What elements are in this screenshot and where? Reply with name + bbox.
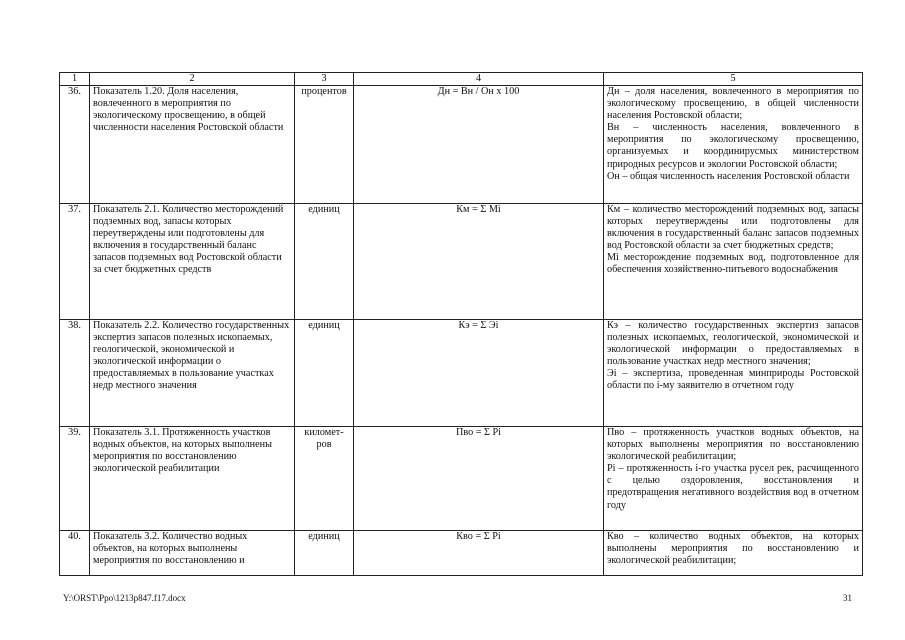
row-number: 38. — [60, 320, 90, 427]
formula-cell: Кэ = Σ Эi — [354, 320, 604, 427]
unit-cell: процентов — [295, 86, 354, 204]
formula-cell: Км = Σ Мi — [354, 204, 604, 320]
description-line: Кэ – количество государственных экспертиз запасов полезных ископаемых, геологической, экономической и экологической информации о предоставляемых в пользование участках недр местного значения; — [607, 320, 859, 368]
unit-cell: единиц — [295, 320, 354, 427]
description-cell — [604, 204, 863, 320]
description-line: Дн – доля населения, вовлеченного в мероприятия по экологическому просвещению, в общей численности населения Ростовской области; — [607, 86, 859, 122]
indicator-name: Показатель 3.2. Количество водных объектов, на которых выполнены мероприятия по восстановлению и — [90, 531, 295, 576]
formula-cell: Пво = Σ Pi — [354, 427, 604, 531]
header-cell-1: 1 — [60, 73, 90, 86]
unit-cell: километ-ров — [295, 427, 354, 531]
indicator-name: Показатель 2.1. Количество месторождений подземных вод, запасы которых переутверждены или подготовлены для включения в государственный баланс запасов подземных вод Ростовской области за счет бюджетных средств — [90, 204, 295, 320]
unit-cell: единиц — [295, 531, 354, 576]
description-line: Мi месторождение подземных вод, подготовленное для обеспечения хозяйственно-питьевого водоснабжения — [607, 252, 859, 276]
description-cell — [604, 427, 863, 531]
description-cell — [604, 531, 863, 576]
footer-file-path: Y:\ORST\Ppo\1213p847.f17.docx — [63, 593, 186, 603]
indicators-table — [59, 72, 863, 576]
table-row — [60, 204, 863, 320]
row-number: 39. — [60, 427, 90, 531]
description-line: Км – количество месторождений подземных вод, запасы которых переутверждены или подготовлены для включения в государственный баланс запасов подземных вод Ростовской области за счет бюджетных средств; — [607, 204, 859, 252]
description-line: Вн – численность населения, вовлеченного в мероприятия по экологическому просвещению, организуемых и координирусмых министерством природных ресурсов и экологии Ростовской области; — [607, 122, 859, 170]
unit-cell: единиц — [295, 204, 354, 320]
table-row — [60, 531, 863, 576]
formula-cell: Кво = Σ Pi — [354, 531, 604, 576]
row-number: 40. — [60, 531, 90, 576]
header-cell-3: 3 — [295, 73, 354, 86]
description-cell — [604, 320, 863, 427]
indicator-name: Показатель 3.1. Протяженность участков водных объектов, на которых выполнены мероприятия по восстановлению экологической реабилитации — [90, 427, 295, 531]
table-row — [60, 427, 863, 531]
header-cell-2: 2 — [90, 73, 295, 86]
row-number: 36. — [60, 86, 90, 204]
description-line: Он – общая численность населения Ростовской области — [607, 170, 850, 182]
description-line: Эi – экспертиза, проведенная минприроды Ростовской области по i-му заявителю в отчетном году — [607, 368, 859, 392]
table-row — [60, 86, 863, 204]
description-line: Пво – протяженность участков водных объектов, на которых выполнены мероприятия по восстановлению экологической реабилитации; — [607, 427, 859, 463]
description-cell — [604, 86, 863, 204]
header-cell-5: 5 — [604, 73, 863, 86]
formula-cell: Дн = Вн / Он x 100 — [354, 86, 604, 204]
row-number: 37. — [60, 204, 90, 320]
table-row — [60, 320, 863, 427]
header-cell-4: 4 — [354, 73, 604, 86]
indicator-name: Показатель 1.20. Доля населения, вовлеченного в мероприятия по экологическому просвещению, в общей численности населения Ростовской области — [90, 86, 295, 204]
description-line: Pi – протяженность i-го участка русел рек, расчищенного с целью оздоровления, восстановления и предотвращения негативного воздействия вод в отчетном году — [607, 463, 859, 511]
table-header-row — [60, 73, 863, 86]
page-number: 31 — [843, 593, 852, 603]
description-line: Кво – количество водных объектов, на которых выполнены мероприятия по восстановлению и экологической реабилитации; — [607, 531, 859, 567]
indicator-name: Показатель 2.2. Количество государственных экспертиз запасов полезных ископаемых, геологической, экономической и экологической информации о предоставляемых в пользование участках недр местного значения — [90, 320, 295, 427]
